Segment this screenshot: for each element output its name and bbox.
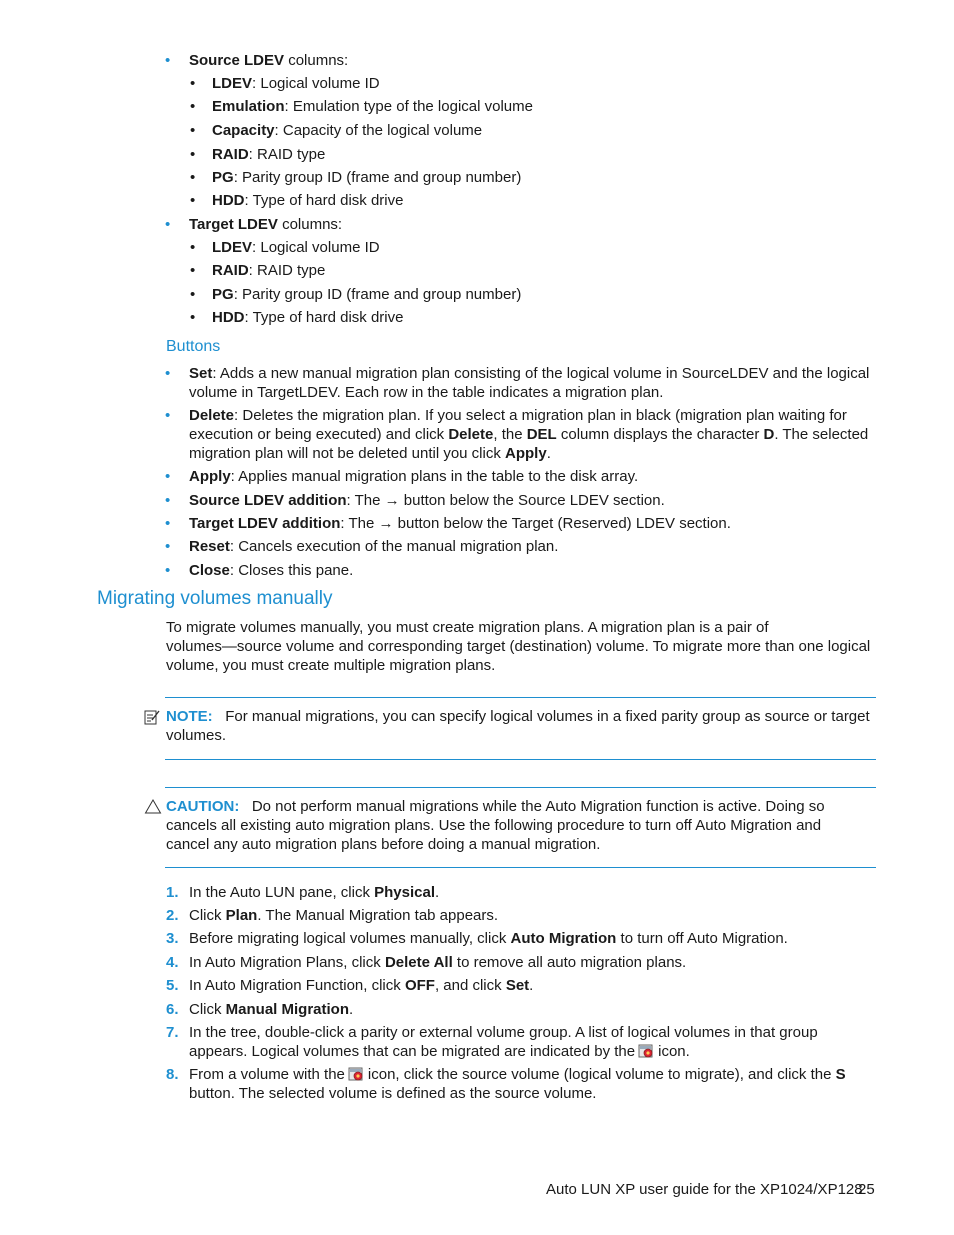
- step-7: [166, 1023, 818, 1061]
- term: RAID: [212, 262, 249, 279]
- target-ldev-rest: columns:: [277, 216, 343, 233]
- step-8: [166, 1065, 846, 1103]
- term: Plan: [225, 907, 258, 924]
- caution-bottom-rule: [165, 867, 876, 868]
- term: HDD: [212, 309, 245, 326]
- section-heading: Migrating volumes manually: [97, 588, 333, 609]
- term: Physical: [374, 884, 435, 901]
- button-desc-apply: • Apply: Applies manual migration plans in the table to the disk array.: [165, 468, 639, 485]
- source-ldev-item: [165, 51, 349, 70]
- page-number: 25: [858, 1181, 875, 1198]
- text: button. The selected volume is defined as the source volume.: [189, 1085, 597, 1102]
- source-ldev-label: Source LDEV: [189, 52, 285, 69]
- text: appears. Logical volumes that can be migrated are indicated by the: [189, 1043, 636, 1060]
- note-top-rule: [165, 697, 876, 698]
- definition: : Type of hard disk drive: [244, 192, 404, 209]
- caution-text: [166, 797, 878, 854]
- definition: : Applies manual migration plans in the table to the disk array.: [230, 468, 639, 485]
- term: Emulation: [212, 98, 285, 115]
- step-number: 5.: [166, 977, 179, 994]
- term: Capacity: [212, 122, 275, 139]
- term: OFF: [404, 977, 435, 994]
- list-item: • LDEV: Logical volume ID: [190, 75, 380, 92]
- text: .: [546, 445, 551, 462]
- term: Close: [189, 562, 230, 579]
- note-line: volumes.: [166, 727, 227, 744]
- step-number: 3.: [166, 930, 179, 947]
- source-ldev-rest: columns:: [284, 52, 349, 69]
- step-5: [166, 976, 534, 995]
- definition: : Capacity of the logical volume: [274, 122, 483, 139]
- term: Apply: [505, 445, 547, 462]
- text: to turn off Auto Migration.: [616, 930, 788, 947]
- term: RAID: [212, 146, 249, 163]
- caution-line: cancels all existing auto migration plans. Use the following procedure to turn off Auto Migration and: [166, 817, 822, 834]
- definition-cont: volume in TargetLDEV. Each row in the table indicates a migration plan.: [189, 384, 664, 401]
- term: Reset: [189, 538, 230, 555]
- definition: : Type of hard disk drive: [244, 309, 404, 326]
- step-number: 7.: [166, 1024, 179, 1041]
- caution-line: cancel any auto migration plans before doing a manual migration.: [166, 836, 601, 853]
- step-2: [166, 906, 499, 925]
- text: . The selected: [774, 426, 869, 443]
- term: Manual Migration: [225, 1001, 350, 1018]
- text: .: [434, 884, 440, 901]
- definition: : RAID type: [248, 146, 326, 163]
- list-item: • HDD: Type of hard disk drive: [190, 309, 404, 326]
- definition: : The → button below the Target (Reserved) LDEV section.: [340, 515, 731, 532]
- text: Click: [189, 1001, 226, 1018]
- text: In Auto Migration Function, click: [189, 977, 405, 994]
- buttons-heading: Buttons: [166, 338, 221, 355]
- list-item: • PG: Parity group ID (frame and group number): [190, 169, 522, 186]
- term: HDD: [212, 192, 245, 209]
- definition: : RAID type: [248, 262, 326, 279]
- definition: : Closes this pane.: [229, 562, 354, 579]
- text: In Auto Migration Plans, click: [189, 954, 385, 971]
- step-1: [166, 883, 440, 902]
- text: execution or being executed) and click: [189, 426, 449, 443]
- definition: : Adds a new manual migration plan consisting of the logical volume in SourceLDEV and the logical: [212, 365, 870, 382]
- list-item: • Capacity: Capacity of the logical volume: [190, 122, 483, 139]
- step-6: [166, 1000, 354, 1019]
- list-item: • RAID: RAID type: [190, 146, 326, 163]
- caution-label: CAUTION:: [166, 798, 240, 815]
- term: PG: [212, 169, 234, 186]
- definition: : Logical volume ID: [252, 75, 380, 92]
- step-number: 6.: [166, 1001, 179, 1018]
- migratable-volume-icon: [638, 1044, 655, 1059]
- term: Auto Migration: [510, 930, 617, 947]
- definition: : The → button below the Source LDEV section.: [346, 492, 665, 509]
- text: migration plan will not be deleted until you click: [189, 445, 506, 462]
- term: Delete: [189, 407, 235, 424]
- term: LDEV: [212, 75, 253, 92]
- step-number: 4.: [166, 954, 179, 971]
- term: Delete All: [384, 954, 453, 971]
- term: Set: [505, 977, 530, 994]
- term: Apply: [189, 468, 231, 485]
- intro-line: volume, you must create multiple migration plans.: [166, 657, 496, 674]
- note-bottom-rule: [165, 759, 876, 760]
- term: LDEV: [212, 239, 253, 256]
- list-item: • RAID: RAID type: [190, 262, 326, 279]
- term: D: [763, 426, 775, 443]
- step-3: [166, 929, 788, 948]
- button-desc-close: • Close: Closes this pane.: [165, 562, 354, 579]
- button-desc-set: • Set: Adds a new manual migration plan consisting of the logical volume in SourceLDEV and the logical volume in TargetLDEV. Each row in the table indicates a migration plan.: [165, 365, 870, 401]
- note-text: [166, 707, 878, 745]
- bullet: •: [165, 52, 171, 69]
- list-item: • HDD: Type of hard disk drive: [190, 192, 404, 209]
- definition: : Emulation type of the logical volume: [284, 98, 533, 115]
- list-item: • Emulation: Emulation type of the logical volume: [190, 98, 533, 115]
- note-label: NOTE:: [166, 708, 213, 725]
- footer-title: Auto LUN XP user guide for the XP1024/XP128: [546, 1181, 863, 1198]
- target-ldev-label: Target LDEV: [189, 216, 278, 233]
- text: to remove all auto migration plans.: [452, 954, 687, 971]
- list-item: • LDEV: Logical volume ID: [190, 239, 380, 256]
- step-number: 2.: [166, 907, 179, 924]
- migratable-volume-icon: [348, 1067, 365, 1082]
- text: In the tree, double-click a parity or external volume group. A list of logical volumes in that group: [189, 1024, 818, 1041]
- intro-line: volumes—source volume and corresponding target (destination) volume. To migrate more than one logical: [166, 638, 871, 655]
- term: PG: [212, 286, 234, 303]
- text: icon.: [658, 1043, 690, 1060]
- definition: : Parity group ID (frame and group number): [233, 286, 522, 303]
- step-4: [166, 953, 687, 972]
- term: Set: [189, 365, 213, 382]
- text: Before migrating logical volumes manually, click: [189, 930, 511, 947]
- text: .: [529, 977, 534, 994]
- step-number: 1.: [166, 884, 179, 901]
- term: DEL: [526, 426, 557, 443]
- button-desc-target-addition: • Target LDEV addition: The → button below the Target (Reserved) LDEV section.: [165, 515, 731, 532]
- term: S: [835, 1066, 846, 1083]
- text: .: [349, 1001, 354, 1018]
- term: Source LDEV addition: [189, 492, 347, 509]
- text: . The Manual Migration tab appears.: [257, 907, 499, 924]
- term: Target LDEV addition: [189, 515, 341, 532]
- text: Click: [189, 907, 226, 924]
- step-number: 8.: [166, 1066, 179, 1083]
- definition: : Deletes the migration plan. If you select a migration plan in black (migration plan waiting for: [234, 407, 847, 424]
- caution-top-rule: [165, 787, 876, 788]
- text: , the: [493, 426, 527, 443]
- caution-triangle-icon: [144, 798, 162, 815]
- list-item: • PG: Parity group ID (frame and group number): [190, 286, 522, 303]
- term: Delete: [448, 426, 494, 443]
- bullet: •: [165, 216, 171, 233]
- definition: : Logical volume ID: [252, 239, 380, 256]
- target-ldev-item: [165, 215, 343, 234]
- note-icon: [143, 708, 161, 726]
- intro-line: To migrate volumes manually, you must create migration plans. A migration plan is a pair of: [166, 619, 769, 636]
- caution-line: Do not perform manual migrations while the Auto Migration function is active. Doing so: [251, 798, 825, 815]
- text: From a volume with the: [189, 1066, 345, 1083]
- button-desc-delete: • Delete: Deletes the migration plan. If you select a migration plan in black (migration plan waiting for execution or being executed) and click Delete, the DEL column displays the character D. The selected migration plan will not be deleted until you click Apply.: [165, 407, 869, 462]
- text: column displays the character: [556, 426, 764, 443]
- text: In the Auto LUN pane, click: [189, 884, 375, 901]
- text: , and click: [434, 977, 506, 994]
- definition: : Parity group ID (frame and group number): [233, 169, 522, 186]
- definition: : Cancels execution of the manual migration plan.: [229, 538, 559, 555]
- button-desc-reset: • Reset: Cancels execution of the manual migration plan.: [165, 538, 559, 555]
- note-line: For manual migrations, you can specify logical volumes in a fixed parity group as source or target: [225, 708, 870, 725]
- text: icon, click the source volume (logical volume to migrate), and click the: [367, 1066, 836, 1083]
- button-desc-source-addition: • Source LDEV addition: The → button below the Source LDEV section.: [165, 492, 665, 509]
- intro-paragraph: [166, 618, 870, 675]
